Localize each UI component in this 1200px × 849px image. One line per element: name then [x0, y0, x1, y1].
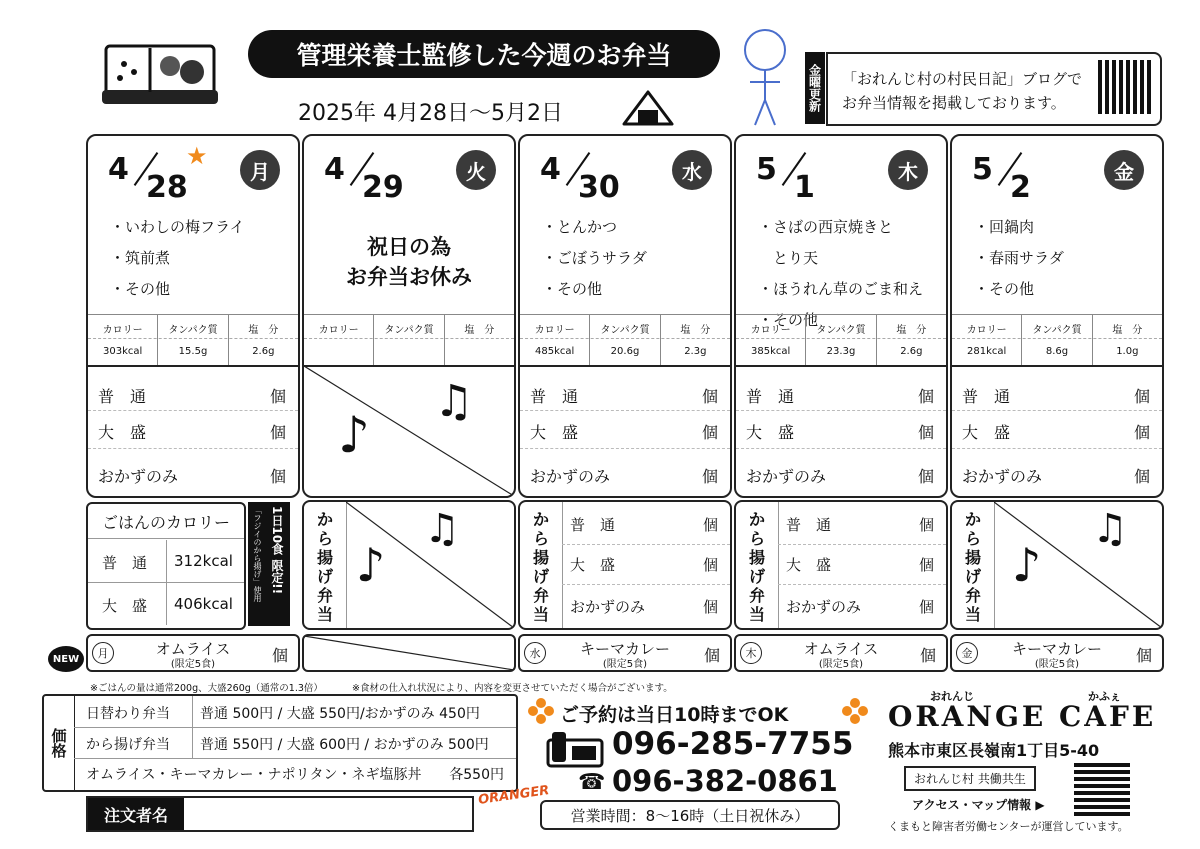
calorie-label: カロリー — [966, 325, 1007, 336]
karaage-title: から揚げ弁当 — [748, 510, 765, 624]
price-row-detail: 普通 550円 / 大盛 600円 / おかずのみ 500円 — [200, 737, 489, 753]
special-name: オムライス — [803, 640, 879, 658]
protein-label: タンパク質 — [816, 325, 866, 336]
salt-label: 塩 分 — [248, 325, 279, 336]
protein-value: 15.5g — [178, 346, 208, 357]
day-mark: 水 — [524, 642, 546, 664]
access-link-label: アクセス・マップ情報 — [912, 798, 1032, 812]
protein-value: 23.3g — [826, 346, 856, 357]
order-label: 普 通 — [570, 516, 616, 534]
menu-item: とり天 — [758, 249, 819, 267]
holiday-notice — [304, 232, 514, 292]
calorie-value: 385kcal — [751, 346, 791, 357]
unit-label: 個 — [702, 556, 718, 574]
nutrition-table — [304, 314, 514, 367]
order-label: おかずのみ — [746, 467, 827, 486]
day-mark: 金 — [956, 642, 978, 664]
order-label: 大 盛 — [98, 423, 147, 442]
day-date — [744, 144, 854, 204]
unit-label: 個 — [919, 646, 936, 665]
karaage-row-large[interactable] — [570, 554, 718, 575]
salt-label: 塩 分 — [680, 325, 711, 336]
menu-item: ・その他 — [974, 280, 1035, 298]
price-row-name: 日替わり弁当 — [86, 706, 170, 722]
rice-calorie-box — [86, 502, 246, 630]
protein-label: タンパク質 — [168, 325, 218, 336]
nutrition-table — [736, 314, 946, 367]
unit-label: 個 — [702, 516, 718, 534]
price-label: 価格 — [44, 696, 75, 790]
date-month: 5 — [756, 152, 777, 187]
special-name: オムライス — [155, 640, 231, 658]
order-row-okazu[interactable] — [530, 464, 718, 487]
blog-notice — [826, 52, 1162, 126]
cafe-ruby-2: かふぇ — [1088, 690, 1121, 703]
unit-label: 個 — [1133, 387, 1150, 406]
music-note-icon: ♪ — [338, 406, 370, 464]
menu-item: ・ごぼうサラダ — [542, 249, 647, 267]
date-range: 2025年 4月28日～5月2日 — [298, 101, 563, 126]
unit-label: 個 — [271, 646, 288, 665]
rice-normal-label: 普 通 — [102, 554, 148, 572]
unit-label: 個 — [918, 598, 934, 616]
unit-label: 個 — [917, 387, 934, 406]
unit-label: 個 — [703, 646, 720, 665]
karaage-title: から揚げ弁当 — [964, 510, 981, 624]
salt-label: 塩 分 — [896, 325, 927, 336]
rice-title: ごはんのカロリー — [88, 504, 244, 539]
holiday-line1: 祝日の為 — [367, 235, 451, 259]
protein-label: タンパク質 — [600, 325, 650, 336]
oranger-logo: ORANGER — [477, 783, 551, 808]
order-label: 普 通 — [746, 387, 795, 406]
salt-value: 2.6g — [900, 346, 923, 357]
weekday-badge: 水 — [672, 150, 712, 190]
price-row-detail: 普通 500円 / 大盛 550円/おかずのみ 450円 — [200, 706, 480, 722]
nutrition-table — [88, 314, 298, 367]
special-note: (限定5食) — [170, 659, 216, 670]
new-badge: NEW — [48, 646, 84, 672]
phone-icon: ☎ — [578, 770, 606, 795]
cafe-name: ORANGE CAFE — [888, 700, 1157, 733]
update-tag: 金曜更新 — [805, 52, 825, 124]
order-label: おかずのみ — [786, 598, 862, 616]
order-row-large[interactable] — [530, 420, 718, 443]
unit-label: 個 — [701, 467, 718, 486]
unit-label: 個 — [917, 467, 934, 486]
orderer-name-label: 注文者名 — [88, 798, 184, 830]
special-note: (限定5食) — [1034, 659, 1080, 670]
salt-label: 塩 分 — [1112, 325, 1143, 336]
tel-number[interactable]: 096-382-0861 — [612, 764, 838, 798]
menu-item: ・回鍋肉 — [974, 218, 1035, 236]
day-card — [302, 134, 516, 498]
order-row-normal[interactable] — [962, 384, 1150, 407]
karaage-row-normal[interactable] — [570, 514, 718, 535]
weekday-badge: 木 — [888, 150, 928, 190]
price-row-name: オムライス・キーマカレー・ナポリタン・ネギ塩豚丼 — [86, 767, 422, 783]
music-note-icon: ♫ — [424, 506, 460, 552]
weekday-badge: 金 — [1104, 150, 1144, 190]
date-day: 2 — [1010, 170, 1031, 205]
price-row-name: から揚げ弁当 — [86, 737, 170, 753]
unit-label: 個 — [269, 387, 286, 406]
karaage-row-normal[interactable] — [786, 514, 934, 535]
date-month: 4 — [108, 152, 129, 187]
karaage-order-box — [302, 500, 516, 630]
karaage-title: から揚げ弁当 — [532, 510, 549, 624]
order-label: 普 通 — [786, 516, 832, 534]
day-card — [86, 134, 300, 498]
badge-sub: 「フジイのから揚げ」使用 — [253, 506, 262, 602]
weekday-badge: 月 — [240, 150, 280, 190]
salt-value: 1.0g — [1116, 346, 1139, 357]
nutrition-table — [952, 314, 1162, 367]
order-section — [952, 366, 1162, 496]
date-month: 4 — [324, 152, 345, 187]
special-note: (限定5食) — [602, 659, 648, 670]
calorie-label: カロリー — [102, 325, 143, 336]
order-label: 大 盛 — [962, 423, 1011, 442]
unit-label: 個 — [918, 516, 934, 534]
order-label: 普 通 — [962, 387, 1011, 406]
order-row-normal[interactable] — [98, 384, 286, 407]
menu-list — [110, 216, 288, 309]
day-card — [734, 134, 948, 498]
day-date — [528, 144, 638, 204]
cafe-address: 熊本市東区長嶺南1丁目5-40 — [888, 741, 1100, 760]
calorie-label: カロリー — [750, 325, 791, 336]
cafe-ruby-1: おれんじ — [930, 690, 974, 703]
music-note-icon: ♪ — [356, 538, 386, 592]
order-label: 大 盛 — [570, 556, 616, 574]
blog-line1: 「おれんじ村の村民日記」ブログで — [842, 70, 1083, 88]
date-month: 5 — [972, 152, 993, 187]
special-order-row[interactable] — [518, 634, 732, 672]
karaage-row-okazu[interactable] — [786, 596, 934, 617]
order-section-closed — [304, 366, 514, 496]
weekday-badge: 火 — [456, 150, 496, 190]
unit-label: 個 — [702, 598, 718, 616]
menu-item: ・春雨サラダ — [974, 249, 1064, 267]
orderer-name-field[interactable] — [86, 796, 474, 832]
order-row-large[interactable] — [98, 420, 286, 443]
price-table — [42, 694, 518, 792]
flower-icon — [528, 698, 554, 724]
date-day: 1 — [794, 170, 815, 205]
menu-item: ・とんかつ — [542, 218, 618, 236]
calorie-label: カロリー — [318, 325, 359, 336]
menu-item: ・その他 — [542, 280, 603, 298]
menu-item: ・さばの西京焼きと — [758, 218, 894, 236]
unit-label: 個 — [269, 423, 286, 442]
menu-item: ・いわしの梅フライ — [110, 218, 245, 236]
business-hours: 営業時間：8～16時（土日祝休み） — [540, 800, 840, 830]
order-row-okazu[interactable] — [98, 464, 286, 487]
triangle-right-icon: ▶ — [1031, 798, 1045, 812]
unit-label: 個 — [917, 423, 934, 442]
unit-label: 個 — [701, 387, 718, 406]
special-order-row[interactable] — [86, 634, 300, 672]
access-map-link[interactable] — [912, 796, 1045, 813]
blog-line2: お弁当情報を掲載しております。 — [842, 94, 1066, 112]
order-label: おかずのみ — [962, 467, 1043, 486]
price-row-detail: 各550円 — [449, 767, 504, 783]
special-name: キーマカレー — [579, 640, 670, 658]
karaage-title: から揚げ弁当 — [316, 510, 333, 624]
unit-label: 個 — [1135, 646, 1152, 665]
reservation-note: ご予約は当日10時までOK — [560, 704, 789, 726]
music-note-icon: ♫ — [1092, 506, 1128, 552]
order-row-okazu[interactable] — [962, 464, 1150, 487]
qr-code-icon[interactable] — [1098, 60, 1152, 114]
day-card — [518, 134, 732, 498]
salt-label: 塩 分 — [464, 325, 495, 336]
calorie-value: 303kcal — [103, 346, 143, 357]
onigiri-icon — [618, 88, 678, 130]
protein-value: 20.6g — [610, 346, 640, 357]
calorie-label: カロリー — [534, 325, 575, 336]
date-day: 28 — [146, 170, 188, 205]
supply-note: ※食材の仕入れ状況により、内容を変更させていただく場合がございます。 — [352, 683, 673, 694]
calorie-value: 281kcal — [967, 346, 1007, 357]
badge-main: 1日10食 限定!! — [270, 506, 284, 595]
karaage-limited-badge — [248, 502, 290, 626]
menu-list — [974, 216, 1152, 309]
order-section — [520, 366, 730, 496]
unit-label: 個 — [1133, 423, 1150, 442]
cafe-org: おれんじ村 共働共生 — [904, 766, 1036, 791]
nutrition-table — [520, 314, 730, 367]
special-name: キーマカレー — [1011, 640, 1102, 658]
karaage-row-okazu[interactable] — [570, 596, 718, 617]
special-note: (限定5食) — [818, 659, 864, 670]
order-label: 大 盛 — [530, 423, 579, 442]
fax-icon — [546, 730, 604, 768]
date-day: 29 — [362, 170, 404, 205]
calorie-value: 485kcal — [535, 346, 575, 357]
qr-code-icon[interactable] — [1074, 760, 1130, 816]
unit-label: 個 — [701, 423, 718, 442]
rice-large-value: 406kcal — [174, 595, 233, 613]
unit-label: 個 — [269, 467, 286, 486]
order-section — [736, 366, 946, 496]
menu-item: ・その他 — [758, 311, 819, 329]
order-row-large[interactable] — [746, 420, 934, 443]
music-note-icon: ♫ — [434, 376, 474, 427]
order-label: 大 盛 — [746, 423, 795, 442]
bento-illustration — [100, 42, 220, 108]
day-date — [312, 144, 422, 204]
order-row-okazu[interactable] — [746, 464, 934, 487]
unit-label: 個 — [918, 556, 934, 574]
special-order-row — [302, 634, 516, 672]
order-label: おかずのみ — [98, 467, 179, 486]
order-row-normal[interactable] — [746, 384, 934, 407]
karaage-row-large[interactable] — [786, 554, 934, 575]
order-label: 普 通 — [98, 387, 147, 406]
date-day: 30 — [578, 170, 620, 205]
order-label: おかずのみ — [570, 598, 646, 616]
menu-item: ・ほうれん草のごま和え — [758, 280, 924, 298]
unit-label: 個 — [1133, 467, 1150, 486]
holiday-line2: お弁当お休み — [346, 265, 472, 289]
karaage-order-box — [518, 500, 732, 630]
salt-value: 2.3g — [684, 346, 707, 357]
protein-label: タンパク質 — [1032, 325, 1082, 336]
salt-value: 2.6g — [252, 346, 275, 357]
menu-list — [542, 216, 720, 309]
operator-note: くまもと障害者労働センターが運営しています。 — [888, 820, 1129, 833]
rice-note: ※ごはんの量は通常200g、大盛260g（通常の1.3倍） — [90, 683, 323, 694]
day-mark: 木 — [740, 642, 762, 664]
protein-label: タンパク質 — [384, 325, 434, 336]
order-label: おかずのみ — [530, 467, 611, 486]
music-note-icon: ♪ — [1012, 538, 1042, 592]
page-title: 管理栄養士監修した今週のお弁当 — [248, 30, 720, 78]
order-label: 普 通 — [530, 387, 579, 406]
order-label: 大 盛 — [786, 556, 832, 574]
fax-number[interactable]: 096-285-7755 — [612, 726, 854, 762]
special-order-row[interactable] — [734, 634, 948, 672]
order-row-normal[interactable] — [530, 384, 718, 407]
star-icon: ★ — [186, 142, 208, 170]
date-month: 4 — [540, 152, 561, 187]
karaage-order-box — [950, 500, 1164, 630]
day-date — [960, 144, 1070, 204]
menu-item: ・筑前煮 — [110, 249, 171, 267]
rice-normal-value: 312kcal — [174, 552, 233, 570]
order-section — [88, 366, 298, 496]
day-mark: 月 — [92, 642, 114, 664]
rice-large-label: 大 盛 — [102, 597, 148, 615]
flower-icon — [842, 698, 868, 724]
day-card — [950, 134, 1164, 498]
person-illustration — [730, 20, 800, 130]
menu-item: ・その他 — [110, 280, 171, 298]
special-order-row[interactable] — [950, 634, 1164, 672]
karaage-order-box — [734, 500, 948, 630]
order-row-large[interactable] — [962, 420, 1150, 443]
protein-value: 8.6g — [1045, 346, 1069, 357]
